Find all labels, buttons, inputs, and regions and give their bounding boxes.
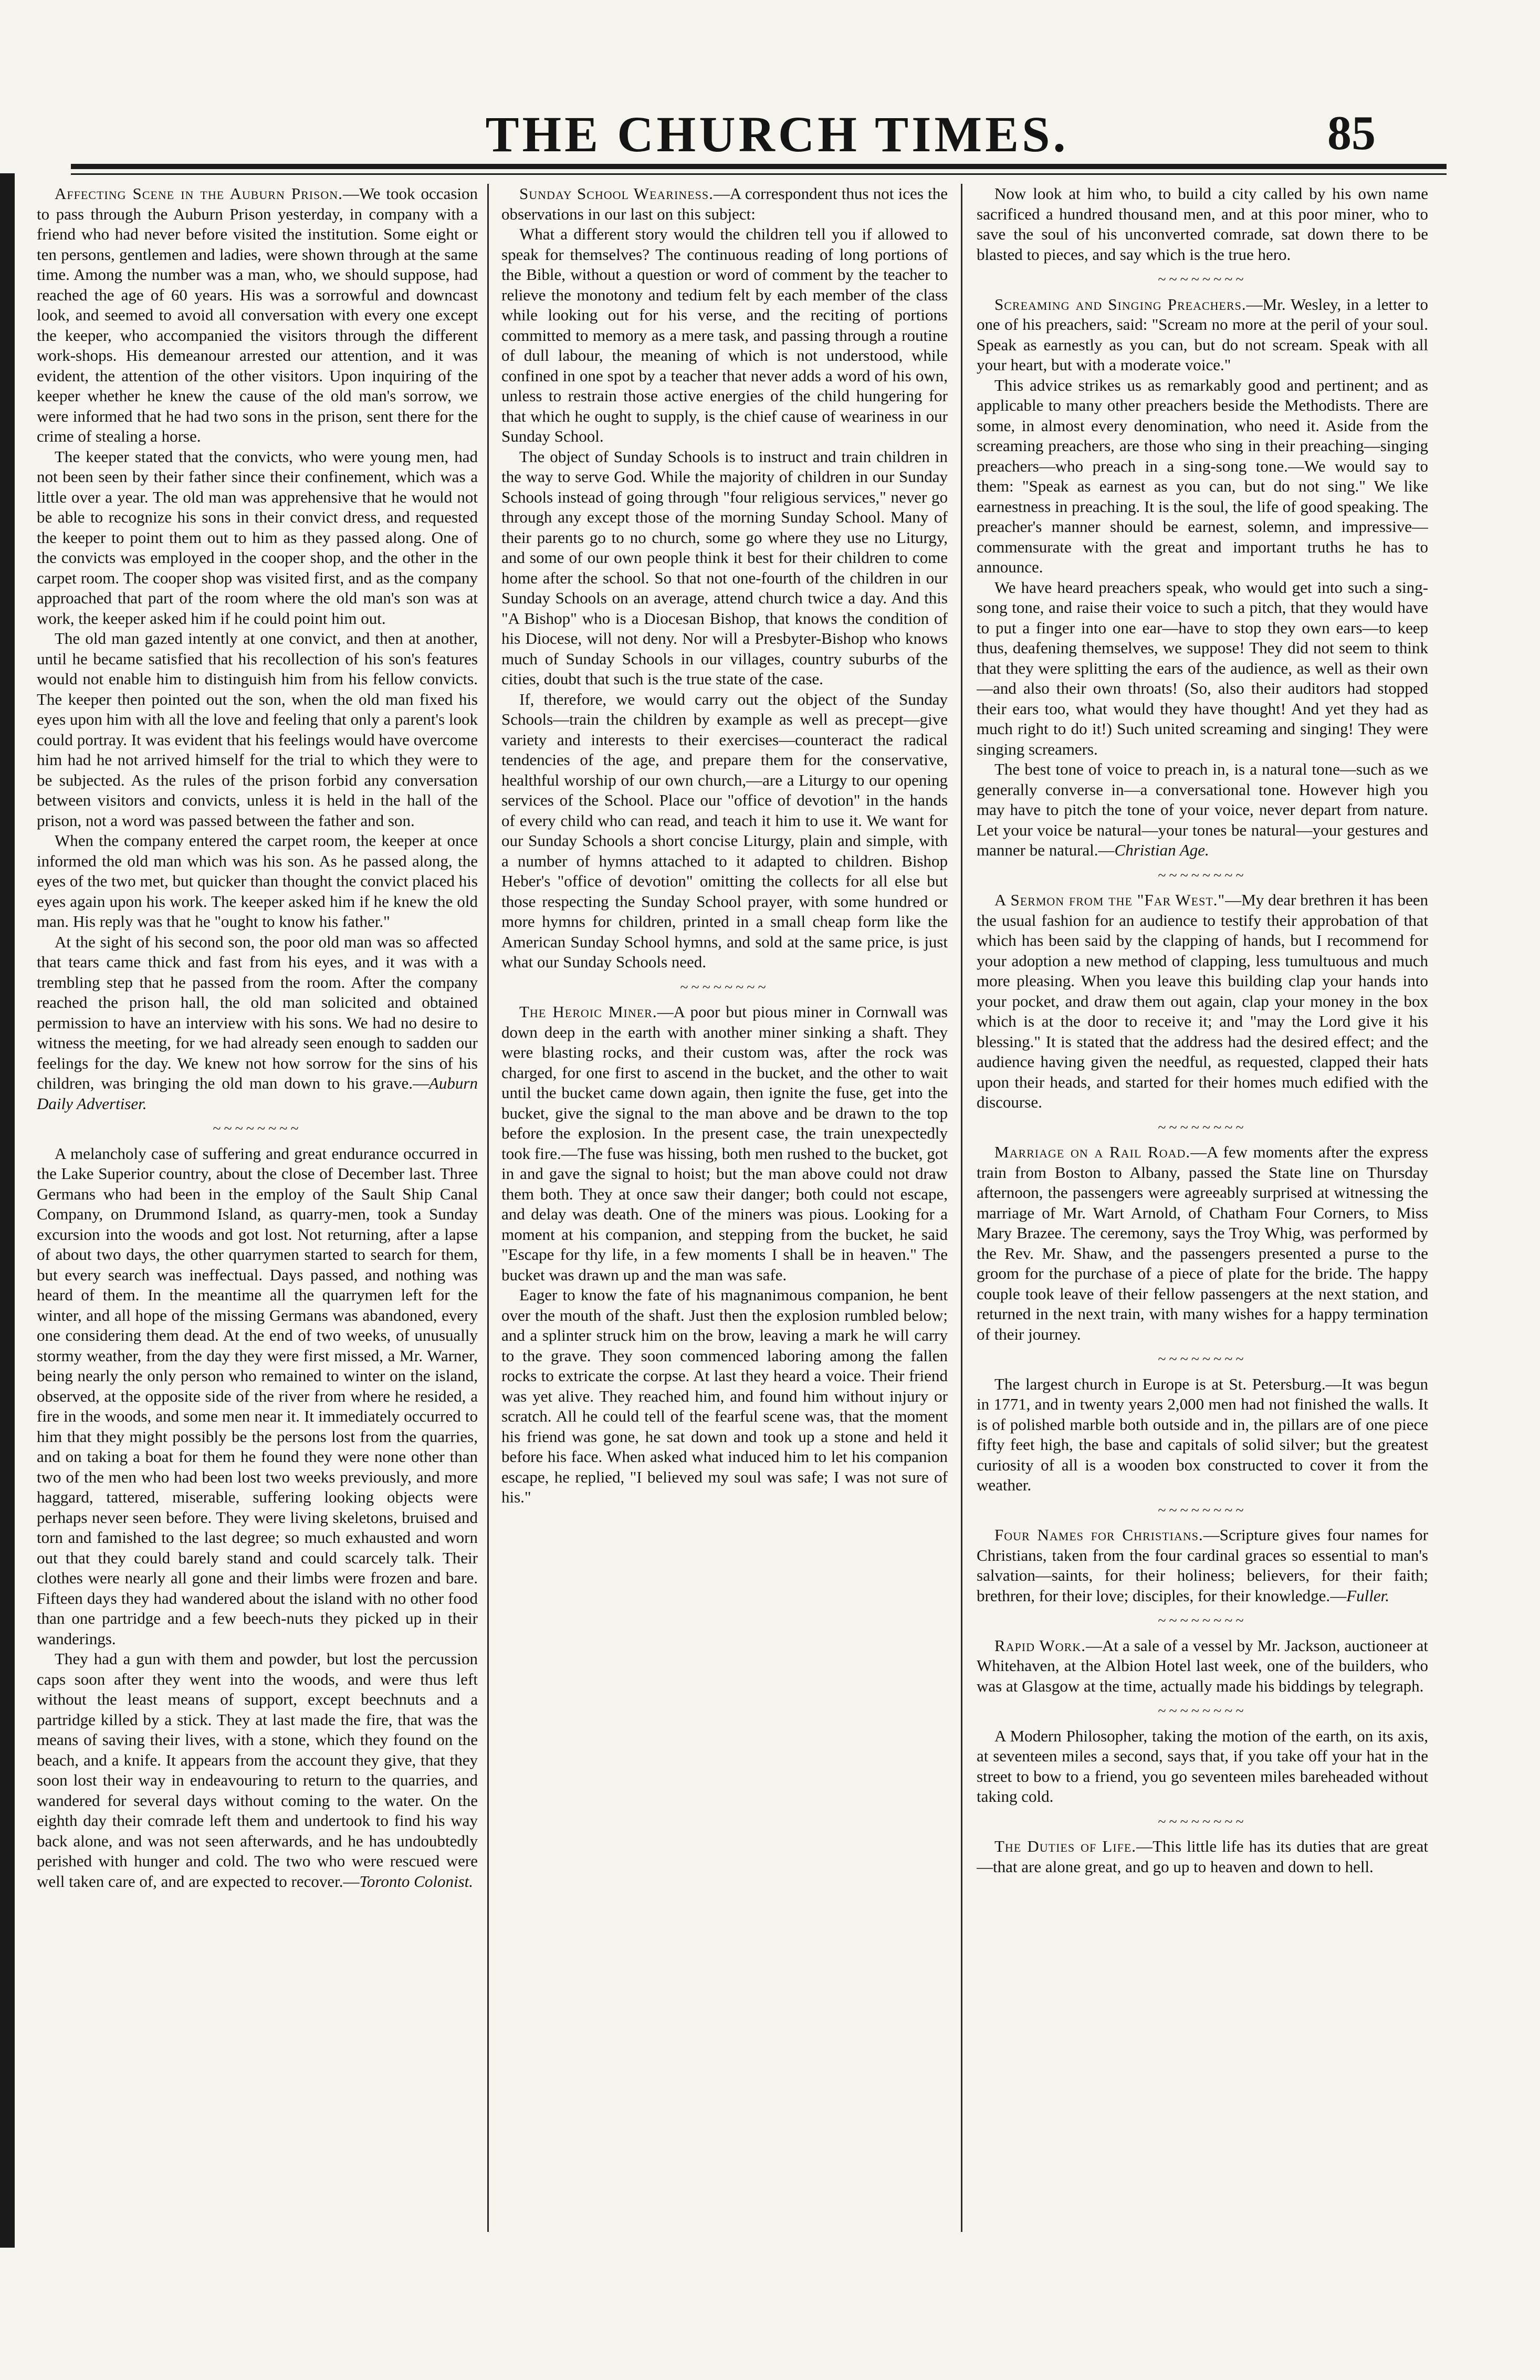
article-text: A correspondent thus not ices the observations in our last on this subject:	[501, 184, 948, 223]
article-divider: ~~~~~~~~	[1158, 1613, 1247, 1629]
article-source: Fuller.	[1346, 1586, 1389, 1605]
article	[501, 184, 948, 973]
article-source: Christian Age.	[1114, 841, 1209, 859]
column-3	[977, 184, 1428, 2237]
article	[977, 295, 1428, 861]
article-source: Toronto Colonist.	[359, 1872, 474, 1891]
article-text: We took occasion to pass through the Auburn Prison yesterday, in company with a friend who had never before visited the institution. Some eight or ten persons, gentlemen and ladies, were shown through at the same time. Among the number was a man, who, we should suppose, had reached the age of 60 years. His was a sorrowful and downcast look, and seemed to avoid all conversation with every one except the keeper, who accompanied the visitors through the different work-shops. His demeanour arrested our attention, and it was evident, the attention of the other visitors. Upon inquiring of the keeper whether he knew the cause of the old man's sorrow, we were informed that he had two sons in the prison, sent there for the crime of stealing a horse.	[37, 184, 478, 445]
article-paragraph	[37, 447, 478, 629]
article-text: This advice strikes us as remarkably good and pertinent; and as applicable to many other preachers beside the Methodists. There are some, in almost every denomination, who need it. Aside from the screaming preachers, are those who sing in their preaching—singing preachers—who preach in a sing-song tone.—We would say to them: "Speak as earnest as you can, but do not sing." We like earnestness in preaching. It is the soul, the life of good speaking. The preacher's manner should be earnest, solemn, and impressive—commensurate with the great and important truths he has to announce.	[977, 375, 1428, 576]
article	[977, 1636, 1428, 1697]
article-paragraph	[977, 375, 1428, 578]
article-paragraph	[501, 690, 948, 973]
article	[977, 1836, 1428, 1877]
column-1	[37, 184, 478, 2237]
article-text: If, therefore, we would carry out the object of the Sunday Schools—train the children by example as well as precept—give variety and interests to their exercises—counteract the radical tendencies of the age, and prepare them for the conservative, healthful worship of our own church,—are a Liturgy to our opening services of the School. Place our "office of devotion" in the hands of every child who can read, and teach it him to use it. We want for our Sunday Schools a short concise Liturgy, plain and simple, with a number of hymns attached to it adapted to children. Bishop Heber's "office of devotion" omitting the collects for all else but those respecting the Sunday School prayer, with some hundred or more hymns for children, printed in a small cheap form like the American Sunday School hymns, and sold at the same price, is just what our Sunday Schools need.	[501, 690, 948, 971]
article-text: The largest church in Europe is at St. Petersburg.—It was begun in 1771, and in twenty years 2,000 men had not finished the walls. It is of polished marble both outside and in, the pillars are of one piece fifty feet high, the base and capitals of solid silver; but the greatest curiosity of all is a wooden box constructed to cover it from the weather.	[977, 1374, 1428, 1494]
article-paragraph	[977, 1726, 1428, 1807]
article-text: What a different story would the children tell you if allowed to speak for themselves? The continuous reading of long portions of the Bible, without a question or word of comment by the teacher to relieve the monotony and tedium felt by each member of the class while looking out for his verse, and the reciting of portions committed to memory as a mere task, and passing through a routine of dull labour, the meaning of which is not understood, while confined in one spot by a teacher that never adds a word of his own, unless to restrain those active energies of the child hungering for that which he ought to supply, is the chief cause of weariness in our Sunday School.	[501, 225, 948, 445]
article-paragraph	[37, 831, 478, 932]
article-paragraph	[977, 184, 1428, 265]
article-paragraph	[37, 1144, 478, 1650]
article	[977, 1525, 1428, 1606]
article-divider: ~~~~~~~~	[1158, 1703, 1247, 1719]
article	[37, 184, 478, 1114]
article-text: When the company entered the carpet room, the keeper at once informed the old man which was his son. As he passed along, the eyes of the two met, but quicker than thought the convict placed his eyes again upon his work. The keeper asked him if he knew the old man. His reply was that he "ought to know his father."	[37, 831, 478, 931]
article-text: The old man gazed intently at one convict, and then at another, until he became satisfied that his recollection of his son's features would not enable him to distinguish him from his fellow convicts. The keeper then pointed out the son, when the old man fixed his eyes upon him with all the love and feeling that only a parent's look could portray. It was evident that his feelings would have overcome him had he not arrived himself for the trial to which they were to be subjected. As the rules of the prison forbid any conversation between visitors and convicts, unless it is held in the hall of the prison, not a word was passed between the father and son.	[37, 629, 478, 830]
page-gutter-shadow	[0, 173, 15, 2248]
article-text: This little life has its duties that are great—that are alone great, and go up to heaven and down to hell.	[977, 1837, 1428, 1876]
article-paragraph: The Heroic Miner.—A poor but pious miner in Cornwall was down deep in the earth with another miner sinking a shaft. They were blasting rocks, and their custom was, after the rock was charged, for one first to ascend in the bucket, and the other to wait until the bucket came down again, then ignite the fuse, get into the bucket, give the signal to the man above and be drawn to the top before the explosion. In the present case, the train unexpectedly took fire.—The fuse was hissing, both men rushed to the bucket, got in and gave the signal to hoist; but the man above could not draw them both. They at once saw their danger; both could not escape, and delay was death. One of the miners was pious. Looking for a moment at his companion, and stepping from the bucket, he said "Escape for thy life, in a few moments I shall be in heaven." The bucket was drawn up and the man was safe.	[501, 1003, 948, 1284]
article-text: At the sight of his second son, the poor old man was so affected that tears came thick and fast from his eyes, and it was with a trembling step that he passed from the room. After the company reached the prison hall, the old man solicited and obtained permission to have an interview with his sons. We had no desire to witness the meeting, for we had already seen enough to sadden our feelings for the day. We knew not how sorrow for the sins of his children, was bringing the old man down to his grave.	[37, 932, 478, 1092]
article-paragraph: Four Names for Christians.—Scripture gives four names for Christians, taken from the four cardinal graces so essential to man's salvation—saints, for their holiness; believers, for their faith; brethren, for their love; disciples, for their knowledge.—Fuller.	[977, 1526, 1428, 1605]
article-text: A melancholy case of suffering and great endurance occurred in the Lake Superior country, about the close of December last. Three Germans who had been in the employ of the Sault Ship Canal Company, on Drummond Island, as quarry-men, took a Sunday excursion into the woods and got lost. Not returning, after a lapse of about two days, the other quarrymen started to search for them, but every search was ineffectual. Days passed, and nothing was heard of them. In the meantime all the quarrymen left for the winter, and all hope of the missing Germans was abandoned, every one considering them dead. At the end of two weeks, of unusually stormy weather, from the day they were first missed, a Mr. Warner, being nearly the only person who remained to winter on the island, observed, at the opposite side of the river from where he resided, a fire in the woods, and some men near it. It immediately occurred to him that they might possibly be the persons lost from the quarries, and on taking a boat for them he found they were none other than two of the men who had been lost two weeks previously, and more haggard, tattered, miserable, suffering looking objects were perhaps never seen before. They were living skeletons, bruised and torn and famished to the last degree; so much exhausted and worn out that they could barely stand and could scarcely talk. Their clothes were nearly all gone and their limbs were frozen and bare. Fifteen days they had wandered about the island with no other food than one partridge and a few beech-nuts they picked up in their wanderings.	[37, 1144, 478, 1648]
article-text: The keeper stated that the convicts, who were young men, had not been seen by their father since their confinement, which was a little over a year. The old man was apprehensive that he would not be able to recognize his sons in their convict dress, and requested the keeper to point them out to him as they passed along. One of the convicts was employed in the cooper shop, and the other in the carpet room. The cooper shop was visited first, and as the company approached that part of the room where the old man's son was at work, the keeper asked him if he could point him out.	[37, 447, 478, 628]
header-rule	[71, 164, 1447, 169]
article-text: Now look at him who, to build a city called by his own name sacrificed a hundred thousand men, and at this poor miner, who to save the soul of his unconverted comrade, sat down there to be blasted to pieces, and say which is the true hero.	[977, 184, 1428, 264]
article-heading: Rapid Work.	[994, 1636, 1086, 1655]
header-rule-thin	[71, 173, 1447, 175]
article-paragraph: At the sight of his second son, the poor old man was so affected that tears came thick and fast from his eyes, and it was with a trembling step that he passed from the room. After the company reached the prison hall, the old man solicited and obtained permission to have an interview with his sons. We had no desire to witness the meeting, for we had already seen enough to sadden our feelings for the day. We knew not how sorrow for the sins of his children, was bringing the old man down to his grave.—Auburn Daily Advertiser.	[37, 932, 478, 1113]
masthead-title: THE CHURCH TIMES.	[485, 106, 1069, 162]
article-paragraph	[37, 629, 478, 831]
article-text: A poor but pious miner in Cornwall was down deep in the earth with another miner sinking a shaft. They were blasting rocks, and their custom was, after the rock was charged, for one first to ascend in the bucket, and the other to wait until the bucket came down again, then ignite the fuse, get into the bucket, give the signal to the man above and be drawn to the top before the explosion. In the present case, the train unexpectedly took fire.—The fuse was hissing, both men rushed to the bucket, got in and gave the signal to hoist; but the man above could not draw them both. They at once saw their danger; both could not escape, and delay was death. One of the miners was pious. Looking for a moment at his companion, and stepping from the bucket, he said "Escape for thy life, in a few moments I shall be in heaven." The bucket was drawn up and the man was safe.	[501, 1003, 948, 1284]
article	[977, 1374, 1428, 1496]
article-divider: ~~~~~~~~	[1158, 1351, 1247, 1368]
article-paragraph: Rapid Work.—At a sale of a vessel by Mr. Jackson, auctioneer at Whitehaven, at the Albion Hotel last week, one of the builders, who was at Glasgow at the time, actually made his biddings by telegraph.	[977, 1636, 1428, 1695]
article-source: Auburn Daily Advertiser.	[37, 1074, 478, 1113]
article-text: Scripture gives four names for Christians, taken from the four cardinal graces so essential to man's salvation—saints, for their holiness; believers, for their faith; brethren, for their love; disciples, for their knowledge.	[977, 1526, 1428, 1605]
article	[977, 1142, 1428, 1344]
article-paragraph: Affecting Scene in the Auburn Prison.—We took occasion to pass through the Auburn Prison yesterday, in company with a friend who had never before visited the institution. Some eight or ten persons, gentlemen and ladies, were shown through at the same time. Among the number was a man, who, we should suppose, had reached the age of 60 years. His was a sorrowful and downcast look, and seemed to avoid all conversation with every one except the keeper, who accompanied the visitors through the different work-shops. His demeanour arrested our attention, and it was evident, the attention of the other visitors. Upon inquiring of the keeper whether he knew the cause of the old man's sorrow, we were informed that he had two sons in the prison, sent there for the crime of stealing a horse.	[37, 184, 478, 445]
page-number: 85	[1327, 106, 1376, 160]
article-paragraph	[501, 447, 948, 690]
article-paragraph: Marriage on a Rail Road.—A few moments after the express train from Boston to Albany, passed the State line on Thursday afternoon, the passengers were agreeably surprised at witnessing the marriage of Mr. Wart Arnold, of Chatham Four Corners, to Miss Mary Brazee. The ceremony, says the Troy Whig, was performed by the Rev. Mr. Shaw, and the passengers presented a purse to the groom for the purchase of a piece of plate for the bride. The happy couple took leave of their fellow passengers at the next station, and returned in the next train, with many wishes for a happy termination of their journey.	[977, 1143, 1428, 1343]
article-heading: The Heroic Miner.	[519, 1003, 657, 1021]
article-paragraph: Sunday School Weariness.—A correspondent thus not ices the observations in our last on this subject:	[501, 184, 948, 223]
article	[977, 1726, 1428, 1807]
article-paragraph: They had a gun with them and powder, but lost the percussion caps soon after they went into the woods, and were thus left without the least means of support, except beechnuts and a partridge killed by a stick. They at last made the fire, that was the means of saving their lives, with a stone, which they found on the beach, and a knife. It appears from the account they give, that they soon lost their way in endeavouring to return to the quarries, and wandered for several days without coming to the water. On the eighth day their comrade left them and undertook to find his way back alone, and was not seen afterwards, and he has undoubtedly perished with hunger and cold. The two who were rescued were well taken care of, and are expected to recover.—Toronto Colonist.	[37, 1650, 478, 1891]
article	[37, 1144, 478, 1892]
article-text: My dear brethren it has been the usual fashion for an audience to testify their approbation of that which has been said by the clapping of hands, but I recommend for your adoption a new method of clapping, less tumultuous and much more pleasing. When you leave this building clap your hands into your pocket, and draw them out again, clap your money in the box which is at the door to receive it; and "may the Lord give it his blessing." It is stated that the address had the desired effect; and the audience having given the needful, as requested, clapped their hats upon their heads, and started for their homes much edified with the discourse.	[977, 891, 1428, 1111]
article-heading: A Sermon from the "Far West."	[994, 891, 1225, 909]
article-text: Eager to know the fate of his magnanimous companion, he bent over the mouth of the shaft. Just then the explosion rumbled below; and a splinter struck him on the brow, leaving a mark he will carry to the grave. They soon commenced laboring among the fallen rocks to extricate the corpse. At last they heard a voice. Their friend was yet alive. They reached him, and found him without injury or scratch. All he could tell of the fearful scene was, that the moment his friend was gone, he sat down and took up a stone and held it before his face. When asked what induced him to let his companion escape, he replied, "I believed my soul was safe; I was not sure of his."	[501, 1286, 948, 1506]
article-paragraph	[977, 578, 1428, 760]
article-text: They had a gun with them and powder, but lost the percussion caps soon after they went into the woods, and were thus left without the least means of support, except beechnuts and a partridge killed by a stick. They at last made the fire, that was the means of saving their lives, with a stone, which they found on the beach, and a knife. It appears from the account they give, that they soon lost their way in endeavouring to return to the quarries, and wandered for several days without coming to the water. On the eighth day their comrade left them and undertook to find his way back alone, and was not seen afterwards, and he has undoubtedly perished with hunger and cold. The two who were rescued were well taken care of, and are expected to recover.	[37, 1650, 478, 1891]
article-text: The object of Sunday Schools is to instruct and train children in the way to serve God. While the majority of children in our Sunday Schools instead of going through "four religious services," never go through any except those of the morning Sunday School. Many of their parents go to no church, some go where they use no Liturgy, and some of our own people think it best for their children to come home after the school. So that not one-fourth of the children in our Sunday Schools on an average, attend church twice a day. And this "A Bishop" who is a Diocesan Bishop, that knows the condition of his Diocese, will not deny. Nor will a Presbyter-Bishop who knows much of Sunday Schools in our villages, country suburbs of the cities, doubt that such is the true state of the case.	[501, 447, 948, 688]
article-text: Mr. Wesley, in a letter to one of his preachers, said: "Scream no more at the peril of your soul. Speak as earnestly as you can, but do not scream. Speak with all your heart, but with a moderate voice."	[977, 295, 1428, 374]
article-paragraph	[501, 1285, 948, 1508]
article-divider: ~~~~~~~~	[680, 979, 769, 996]
article-heading: Marriage on a Rail Road.	[994, 1143, 1191, 1161]
article-heading: Screaming and Singing Preachers.	[994, 295, 1246, 314]
article-heading: Sunday School Weariness.	[519, 184, 714, 203]
article-paragraph: Screaming and Singing Preachers.—Mr. Wesley, in a letter to one of his preachers, said: "Scream no more at the peril of your soul. Speak as earnestly as you can, but do not scream. Speak with all your heart, but with a moderate voice."	[977, 295, 1428, 374]
column-2	[501, 184, 948, 2237]
article-paragraph: The best tone of voice to preach in, is a natural tone—such as we generally converse in—a conversational tone. However high you may have to pitch the tone of your voice, never depart from nature. Let your voice be natural—your tones be natural—your gestures and manner be natural.—Christian Age.	[977, 760, 1428, 859]
article-heading: Four Names for Christians.	[994, 1526, 1203, 1544]
article-paragraph: The Duties of Life.—This little life has its duties that are great—that are alone great, and go up to heaven and down to hell.	[977, 1837, 1428, 1876]
article-paragraph	[977, 1374, 1428, 1496]
article-divider: ~~~~~~~~	[1158, 867, 1247, 884]
article-divider: ~~~~~~~~	[1158, 1813, 1247, 1830]
article-divider: ~~~~~~~~	[1158, 1502, 1247, 1519]
article-text: A Modern Philosopher, taking the motion of the earth, on its axis, at seventeen miles a second, says that, if you take off your hat in the street to bow to a friend, you go seventeen miles bareheaded without taking cold.	[977, 1726, 1428, 1805]
article-text: At a sale of a vessel by Mr. Jackson, auctioneer at Whitehaven, at the Albion Hotel last week, one of the builders, who was at Glasgow at the time, actually made his biddings by telegraph.	[977, 1636, 1428, 1695]
article	[501, 1002, 948, 1508]
article-paragraph	[501, 224, 948, 447]
article-paragraph: A Sermon from the "Far West."—My dear brethren it has been the usual fashion for an audience to testify their approbation of that which has been said by the clapping of hands, but I recommend for your adoption a new method of clapping, less tumultuous and much more pleasing. When you leave this building clap your hands into your pocket, and draw them out again, clap your money in the box which is at the door to receive it; and "may the Lord give it his blessing." It is stated that the address had the desired effect; and the audience having given the needful, as requested, clapped their hats upon their heads, and started for their homes much edified with the discourse.	[977, 891, 1428, 1111]
column-rule	[961, 184, 962, 2232]
article	[977, 890, 1428, 1113]
article-divider: ~~~~~~~~	[1158, 1119, 1247, 1136]
article-heading: The Duties of Life.	[994, 1837, 1137, 1855]
article-divider: ~~~~~~~~	[1158, 272, 1247, 288]
column-rule	[487, 184, 489, 2232]
article	[977, 184, 1428, 265]
article-text: A few moments after the express train from Boston to Albany, passed the State line on Thursday afternoon, the passengers were agreeably surprised at witnessing the marriage of Mr. Wart Arnold, of Chatham Four Corners, to Miss Mary Brazee. The ceremony, says the Troy Whig, was performed by the Rev. Mr. Shaw, and the passengers presented a purse to the groom for the purchase of a piece of plate for the bride. The happy couple took leave of their fellow passengers at the next station, and returned in the next train, with many wishes for a happy termination of their journey.	[977, 1143, 1428, 1343]
article-text: We have heard preachers speak, who would get into such a sing-song tone, and raise their voice to such a pitch, that they would have to put a finger into one ear—have to stop they own ears—to keep thus, deafening themselves, we suppose! They did not seem to think that they were splitting the ears of the audience, as well as their own—and also their own throats! (So, also their auditors had stopped their ears too, what would they have thought! And yet they had as much right to do it!) Such united screaming and singing! They were singing screamers.	[977, 578, 1428, 758]
article-text: The best tone of voice to preach in, is a natural tone—such as we generally converse in—a conversational tone. However high you may have to pitch the tone of your voice, never depart from nature. Let your voice be natural—your tones be natural—your gestures and manner be natural.	[977, 760, 1428, 859]
article-divider: ~~~~~~~~	[213, 1121, 302, 1137]
article-heading: Affecting Scene in the Auburn Prison.	[55, 184, 343, 203]
